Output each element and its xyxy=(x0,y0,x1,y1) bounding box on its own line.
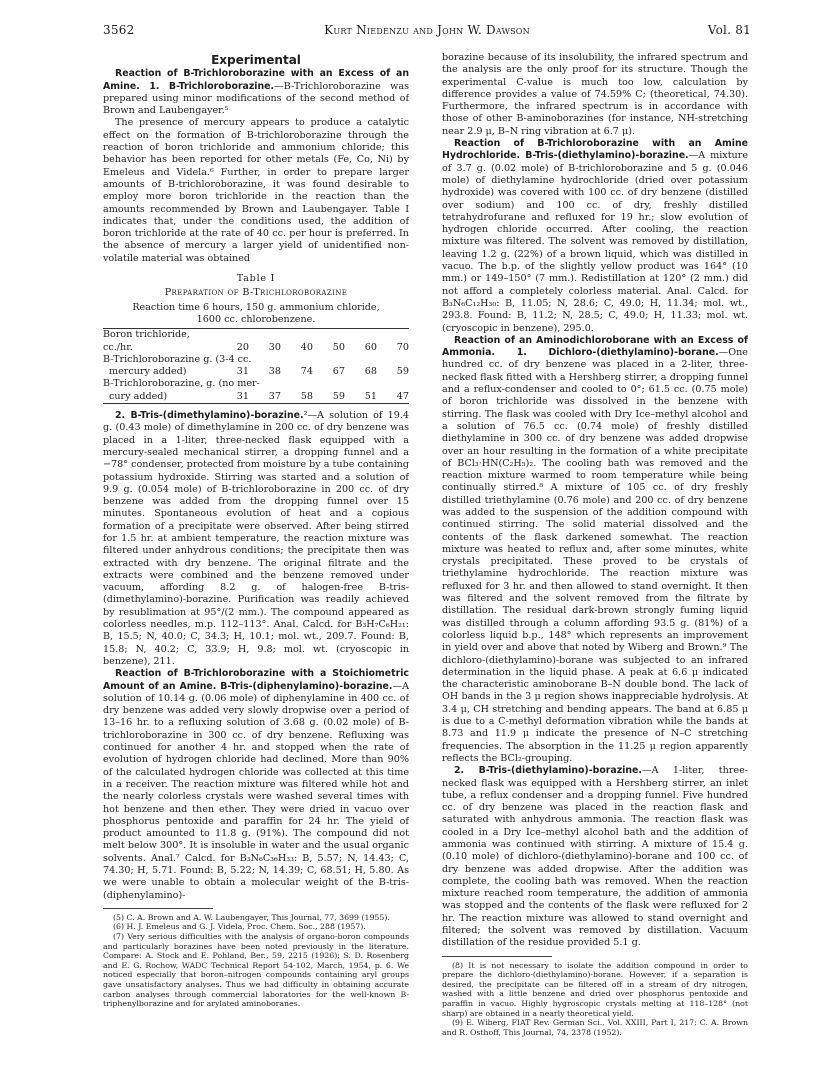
paragraph-body: —A mixture of 3.7 g. (0.02 mole) of B-trichloroborazine and 5 g. (0.046 mole) of diethylamine hydrochloride (dried over potassium hydroxide) was covered with 100 cc. of dry benzene (distilled over sodium) and 100 cc. of dry, freshly distilled tetrahydrofurane and refluxed for 19 hr.; slow evolution of hydrogen chloride occurred. After cooling, the reaction mixture was filtered. The solvent was removed by distillation, leaving 1.2 g. (22%) of a brown liquid, which was distilled in vacuo. The b.p. of the slightly yellow product was 164° (10 mm.) or 149–150° (7 mm.). Redistillation at 120° (2 mm.) did not afford a completely colorless material. Anal. Calcd. for B₃N₆C₁₂H₃₀: B, 11.05; N, 28.6; C, 49.0; H, 11.34; mol. wt., 293.8. Found: B, 11.2; N, 28.5; C, 49.0; H, 11.33; mol. wt. (cryoscopic in benzene), 295.0. xyxy=(442,150,748,334)
footnotes-left xyxy=(103,913,409,1009)
table-row-label: Boron trichloride, cc./hr. xyxy=(103,329,190,353)
table-cell: 47 xyxy=(396,390,409,402)
paragraph-heading: 2. B-Tris-(dimethylamino)-borazine. xyxy=(115,410,304,422)
table-cell: 60 xyxy=(364,341,377,353)
paragraph-body: —A 1-liter, three-necked flask was equipped with a Hershberg stirrer, an inlet tube, a reflux condenser and a dropping funnel. Five hundred cc. of dry benzene was placed in the reaction flask and saturated with anhydrous ammonia. The reaction flask was cooled in a Dry Ice–methyl alcohol bath and the addition of ammonia was continued with stirring. A mixture of 15.4 g. (0.10 mole) of dichloro-(diethylamino)-borane and 100 cc. of dry benzene was added dropwise. After the addition was complete, the cooling bath was removed. When the reaction mixture reached room temperature, the addition of ammonia was stopped and the contents of the flask were refluxed for 2 hr. The reaction mixture was allowed to stand overnight and filtered; the solvent was removed by distillation. Vacuum distillation of the residue provided 5.1 g. xyxy=(442,765,748,949)
paragraph-heading: Reaction of B-Trichloroborazine with an Amine Hydrochloride. B-Tris-(diethylamino)-borazine. xyxy=(442,138,748,162)
footnote: (7) Very serious difficulties with the analysis of organo-boron compounds and particularly borazines have been noted previously in the literature. Compare: A. Stock and E. Pohland, Ber., 59, 2215 (1926); S. D. Rosenberg and E. G. Rochow, WADC Technical Report 54-102, March, 1954, p. 6. We noticed especially that boron–nitrogen compounds containing aryl groups gave unsatisfactory analyses. Thus we had difficulty in obtaining accurate carbon analyses through commercial laboratories for the well-known B-triphenylborazine and for arylated aminoboranes. xyxy=(103,932,409,1009)
paragraph-dichloro-diethylamino-borane xyxy=(442,335,748,765)
paragraph-heading: Reaction of B-Trichloroborazine with an Excess of an Amine. 1. B-Trichloroborazine. xyxy=(103,68,409,92)
paragraph-dimethylamino-borazine xyxy=(103,410,409,668)
table-row-label: cury added) xyxy=(109,390,168,402)
footnote: (5) C. A. Brown and A. W. Laubengayer, This Journal, 77, 3699 (1955). xyxy=(113,912,390,922)
table-title: Preparation of B-Trichloroborazine xyxy=(164,287,348,299)
table-cell: 38 xyxy=(268,366,281,378)
table-row-label: B-Trichloroborazine, g. (no mer- xyxy=(103,378,260,390)
table-cell: 59 xyxy=(396,366,409,378)
paragraph-heading: Reaction of an Aminodichloroborane with an Excess of Ammonia. 1. Dichloro-(diethylamino)-borane. xyxy=(442,334,748,359)
table-cell: 70 xyxy=(396,341,409,353)
paragraph-trichloroborazine-excess-amine xyxy=(103,68,409,117)
table-cell: 68 xyxy=(364,366,377,378)
paragraph-body: —A solution of 10.14 g. (0.06 mole) of diphenylamine in 400 cc. of dry benzene was added very slowly dropwise over a period of 13–16 hr. to a refluxing solution of 3.68 g. (0.02 mole) of B-trichloroborazine in 300 cc. of dry benzene. Refluxing was continued for another 4 hr. and stopped when the rate of evolution of hydrogen chloride had declined. More than 90% of the calculated hydrogen chloride was collected at this time in a receiver. The reaction mixture was filtered while hot and the nearly colorless crystals were washed several times with hot benzene and then ether. They were dried in vacuo over phosphorus pentoxide and paraffin for 24 hr. The yield of product amounted to 11.8 g. (91%). The compound did not melt below 300°. It is insoluble in water and the usual organic solvents. Anal.⁷ Calcd. for B₃N₆C₃₆H₃₃: B, 5.57; N, 14.43; C, 74.30; H, 5.71. Found: B, 5.22; N, 14.39; C, 68.51; H, 5.80. As we were unable to obtain a molecular weight of the B-tris-(diphenylamino)- xyxy=(103,680,409,901)
table-cell: 67 xyxy=(332,366,345,378)
footnote-divider xyxy=(103,908,213,909)
page-number: 3562 xyxy=(103,23,135,37)
paragraph-heading: Reaction of B-Trichloroborazine with a Stoichiometric Amount of an Amine. B-Tris-(diphenylamino)-borazine. xyxy=(103,668,409,692)
table-row xyxy=(103,366,409,378)
paragraph-body: —One hundred cc. of dry benzene was placed in a 2-liter, three-necked flask fitted with a Hershberg stirrer, a dropping funnel and a reflux-condenser and cooled to 0°; 61.5 cc. (0.75 mole) of boron trichloride was dissolved in the benzene with stirring. The flask was cooled with Dry Ice–methyl alcohol and a solution of 76.5 cc. (0.74 mole) of freshly distilled diethylamine in 300 cc. of dry benzene was added dropwise over an hour resulting in the formation of a white precipitate of BCl₃·HN(C₂H₅)₂. The cooling bath was removed and the reaction mixture warmed to room temperature while being continually stirred.⁸ A mixture of 105 cc. of dry freshly distilled triethylamine (0.76 mole) and 200 cc. of dry benzene was added to the suspension of the addition compound with continued stirring. The solid material dissolved and the contents of the flask darkened somewhat. The reaction mixture was heated to reflux and, after some minutes, white crystals precipitated. These proved to be crystals of triethylamine hydrochloride. The reaction mixture was refluxed for 3 hr. and then allowed to stand overnight. It then was filtered and the solvent removed from the filtrate by distillation. The residual dark-brown strongly fuming liquid was distilled through a column affording 93.5 g. (81%) of a colorless liquid b.p., 148° which represents an improvement in yield over and above that noted by Wiberg and Brown.⁹ The dichloro-(diethylamino)-borane was subjected to an infrared determination in the liquid phase. A peak at 6.6 μ indicated the characteristic aminoborane B–N double bond. The lack of OH bands in the 3 μ region shows inappreciable hydrolysis. At 3.4 μ, CH stretching and bending appears. The band at 6.85 μ is due to a C-methyl deformation vibration while the bands at 8.73 and 11.9 μ indicate the presence of N–C stretching frequencies. The absorption in the 11.25 μ region apparently reflects the BCl₂-grouping. xyxy=(442,347,748,764)
footnote: (9) E. Wiberg, FIAT Rev. German Sci., Vol. XXIII, Part I, 217; C. A. Brown and R. Osthoff, This Journal, 74, 2378 (1952). xyxy=(442,1018,748,1037)
table-cell: 58 xyxy=(300,390,313,402)
right-column xyxy=(442,52,748,1052)
table-preparation xyxy=(103,328,409,404)
paragraph-diethylamino-borazine-hydrochloride xyxy=(442,138,748,335)
table-cell: 37 xyxy=(268,390,281,402)
table-cell: 20 xyxy=(236,341,249,353)
footnote: (6) H. J. Emeleus and G. J. Videla, Proc. Chem. Soc., 288 (1957). xyxy=(113,922,366,932)
running-title: Kurt Niedenzu and John W. Dawson xyxy=(324,23,530,37)
paragraph-tris-diethylamino-borazine xyxy=(442,765,748,949)
volume-label: Vol. 81 xyxy=(707,23,751,37)
table-cell: 74 xyxy=(300,366,313,378)
table-row xyxy=(103,354,409,366)
table-cell: 50 xyxy=(332,341,345,353)
section-title: Experimental xyxy=(211,53,301,67)
table-cell: 40 xyxy=(300,341,313,353)
table-label: Table I xyxy=(236,273,276,285)
footnotes-right xyxy=(442,961,748,1038)
table-row xyxy=(103,378,409,390)
paragraph-diphenylamino-borazine xyxy=(103,668,409,902)
paragraph-body: ²—A solution of 19.4 g. (0.43 mole) of dimethylamine in 200 cc. of dry benzene was placed in a 1-liter, three-necked flask equipped with a mercury-sealed mechanical stirrer, a dropping funnel and a −78° condenser, protected from moisture by a tube containing potassium hydroxide. Stirring was started and a solution of 9.9 g. (0.054 mole) of B-trichloroborazine in 200 cc. of dry benzene was added from the dropping funnel over 15 minutes. Spontaneous evolution of heat and a copious formation of a precipitate were observed. After being stirred for 1.5 hr. at ambient temperature, the reaction mixture was filtered under anhydrous conditions; the precipitate then was extracted with dry benzene. The original filtrate and the extracts were combined and the benzene removed under vacuum, affording 8.2 g. of halogen-free B-tris-(dimethylamino)-borazine. Purification was readily achieved by resublimation at 95°/(2 mm.). The compound appeared as colorless needles, m.p. 112–113°. Anal. Calcd. for B₃H₇C₆H₂₁: B, 15.5; N, 40.0; C, 34.3; H, 10.1; mol. wt., 209.7. Found: B, 15.8; N, 40.2; C, 33.9; H, 9.8; mol. wt. (cryoscopic in benzene), 211. xyxy=(103,410,409,667)
table-cell: 30 xyxy=(268,341,281,353)
table-cell: 31 xyxy=(236,366,249,378)
table-row-label: mercury added) xyxy=(109,366,187,378)
table-cell: 59 xyxy=(332,390,345,402)
paragraph-mercury-catalysis: The presence of mercury appears to produce a catalytic effect on the formation of B-trichloroborazine through the reaction of boron trichloride and ammonium chloride; this behavior has been reported for other metals (Fe, Co, Ni) by Emeleus and Videla.⁶ Further, in order to prepare larger amounts of B-trichloroborazine, it was found desirable to employ more boron trichloride in the reaction than the amounts recommended by Brown and Laubengayer. Table I indicates that, under the conditions used, the addition of boron trichloride at the rate of 40 cc. per hour is preferred. In the absence of mercury a larger yield of unidentified non-volatile material was obtained xyxy=(103,117,409,264)
paragraph-body: —B-Trichloroborazine was prepared using minor modifications of the second method of Brown and Laubengayer.⁵ xyxy=(103,80,409,117)
paragraph-continuation: borazine because of its insolubility, the infrared spectrum and the analysis are the only proof for its structure. Though the experimental C-value is much too low, calculation by difference provides a value of 74.59% C; (theoretical, 74.30). Furthermore, the infrared spectrum is in accordance with those of other B-aminoborazines (for instance, NH-stretching near 2.9 μ, B–N ring vibration at 6.7 μ). xyxy=(442,52,748,137)
table-caption: Reaction time 6 hours, 150 g. ammonium chloride, 1600 cc. chlorobenzene. xyxy=(132,301,380,325)
footnote-divider xyxy=(442,956,552,957)
page-header xyxy=(103,22,751,38)
table-cell: 31 xyxy=(236,390,249,402)
table-row-label: B-Trichloroborazine g. (3-4 cc. xyxy=(103,353,252,365)
table-row xyxy=(103,329,409,354)
paragraph-heading: 2. B-Tris-(diethylamino)-borazine. xyxy=(454,765,642,777)
left-column xyxy=(103,52,409,1052)
table-row xyxy=(103,391,409,404)
footnote: (8) It is not necessary to isolate the addition compound in order to prepare the dichloro-(diethylamino)-borane. However, if a separation is desired, the precipitate can be filtered off in a stream of dry nitrogen, washed with a little benzene and dried over phosphorus pentoxide and paraffin in vacuo. Highly hygroscopic crystals melting at 118–128° (not sharp) are obtained in a nearly theoretical yield. xyxy=(442,960,748,1018)
table-cell: 51 xyxy=(364,390,377,402)
